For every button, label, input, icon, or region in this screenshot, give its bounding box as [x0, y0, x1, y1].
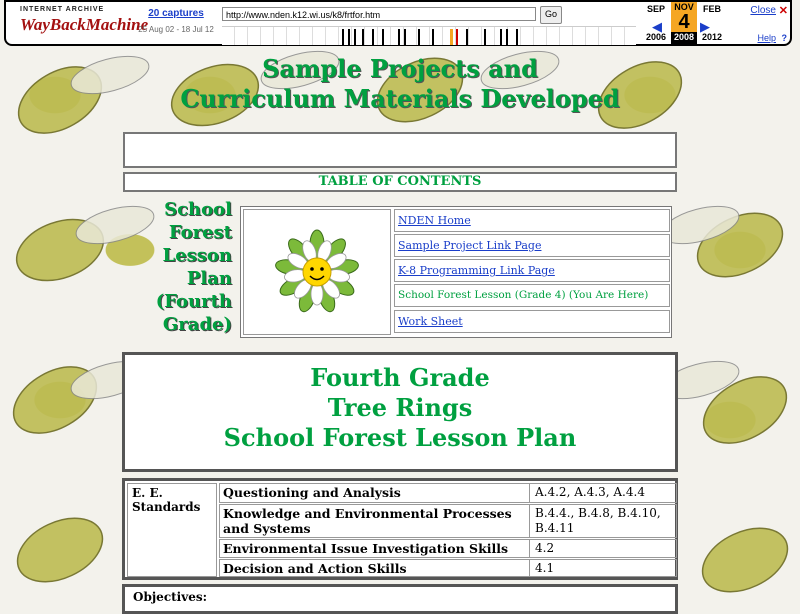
close-link[interactable]: Close	[750, 5, 776, 16]
close-icon[interactable]: ✕	[778, 5, 788, 17]
side-title-line: (Fourth	[155, 291, 232, 312]
table-row	[219, 539, 677, 558]
standard-skill: Knowledge and Environmental Processes and Systems	[220, 505, 530, 537]
smiling-flower-icon	[244, 210, 390, 334]
current-day: 4	[671, 12, 697, 32]
current-month: NOV	[671, 2, 697, 12]
wayback-logo[interactable]	[20, 6, 149, 42]
standard-skill: Questioning and Analysis	[220, 484, 530, 502]
navigation-table	[240, 206, 672, 338]
next-year[interactable]: 2012	[701, 32, 723, 42]
next-capture-arrow-icon[interactable]: ▶	[700, 19, 710, 34]
standard-skill: Decision and Action Skills	[220, 560, 530, 576]
standard-codes: B.4.4., B.4.8, B.4.10, B.4.11	[535, 506, 661, 535]
next-month[interactable]: FEB	[703, 4, 721, 14]
url-input[interactable]: http://www.nden.k12.wi.us/k8/frtfor.htm	[222, 7, 536, 21]
wayback-toolbar	[4, 0, 792, 46]
nav-link-nden-home[interactable]: NDEN Home	[394, 209, 670, 232]
blank-banner-box	[123, 132, 677, 168]
side-title-line: Plan	[186, 268, 232, 289]
standard-codes: A.4.2, A.4.3, A.4.4	[535, 485, 645, 499]
standard-codes: 4.2	[535, 541, 555, 555]
current-capture-date	[671, 2, 697, 46]
wayback-logo-top: INTERNET ARCHIVE	[20, 6, 105, 13]
captures-info	[136, 8, 216, 34]
side-title-line: Grade)	[162, 314, 232, 335]
toc-box	[123, 172, 677, 192]
wayback-logo-main: WayBackMachine	[20, 15, 149, 34]
captures-range: 25 Aug 02 - 18 Jul 12	[138, 25, 214, 34]
nav-item-current-page: School Forest Lesson (Grade 4) (You Are Here)	[394, 284, 670, 307]
prev-month[interactable]: SEP	[646, 4, 665, 14]
objectives-box	[122, 584, 678, 614]
side-title-line: Lesson	[162, 245, 232, 266]
captures-link[interactable]: 20 captures	[148, 8, 204, 19]
lesson-title-box	[122, 352, 678, 472]
standards-label: E. E. Standards	[127, 483, 217, 577]
lesson-title-line: School Forest Lesson Plan	[223, 423, 577, 452]
nav-link-k8-programming[interactable]: K-8 Programming Link Page	[394, 259, 670, 282]
table-row	[219, 483, 677, 503]
current-year: 2008	[673, 32, 695, 42]
page-heading-line1: Sample Projects and	[262, 54, 538, 83]
help-icon[interactable]: ?	[781, 33, 787, 43]
side-title	[150, 198, 232, 336]
page-heading-line2: Curriculum Materials Developed	[180, 84, 620, 113]
go-button[interactable]: Go	[540, 6, 562, 24]
capture-history-sparkline[interactable]	[222, 26, 636, 45]
toc-title: TABLE OF CONTENTS	[318, 174, 482, 189]
table-row	[219, 559, 677, 577]
nav-link-sample-project[interactable]: Sample Project Link Page	[394, 234, 670, 257]
standards-table	[122, 478, 678, 580]
flower-image	[243, 209, 391, 335]
nav-link-work-sheet[interactable]: Work Sheet	[394, 310, 670, 333]
side-title-line: Forest	[168, 222, 232, 243]
table-row	[219, 504, 677, 538]
side-title-line: School	[164, 199, 232, 220]
objectives-label: Objectives:	[133, 590, 208, 604]
standard-codes: 4.1	[535, 561, 555, 575]
prev-year[interactable]: 2006	[645, 32, 667, 42]
help-link[interactable]: Help	[757, 33, 776, 43]
lesson-title-line: Fourth Grade	[310, 363, 490, 392]
lesson-title-line: Tree Rings	[327, 393, 473, 422]
prev-capture-arrow-icon[interactable]: ◀	[652, 19, 662, 34]
standard-skill: Environmental Issue Investigation Skills	[220, 540, 530, 557]
